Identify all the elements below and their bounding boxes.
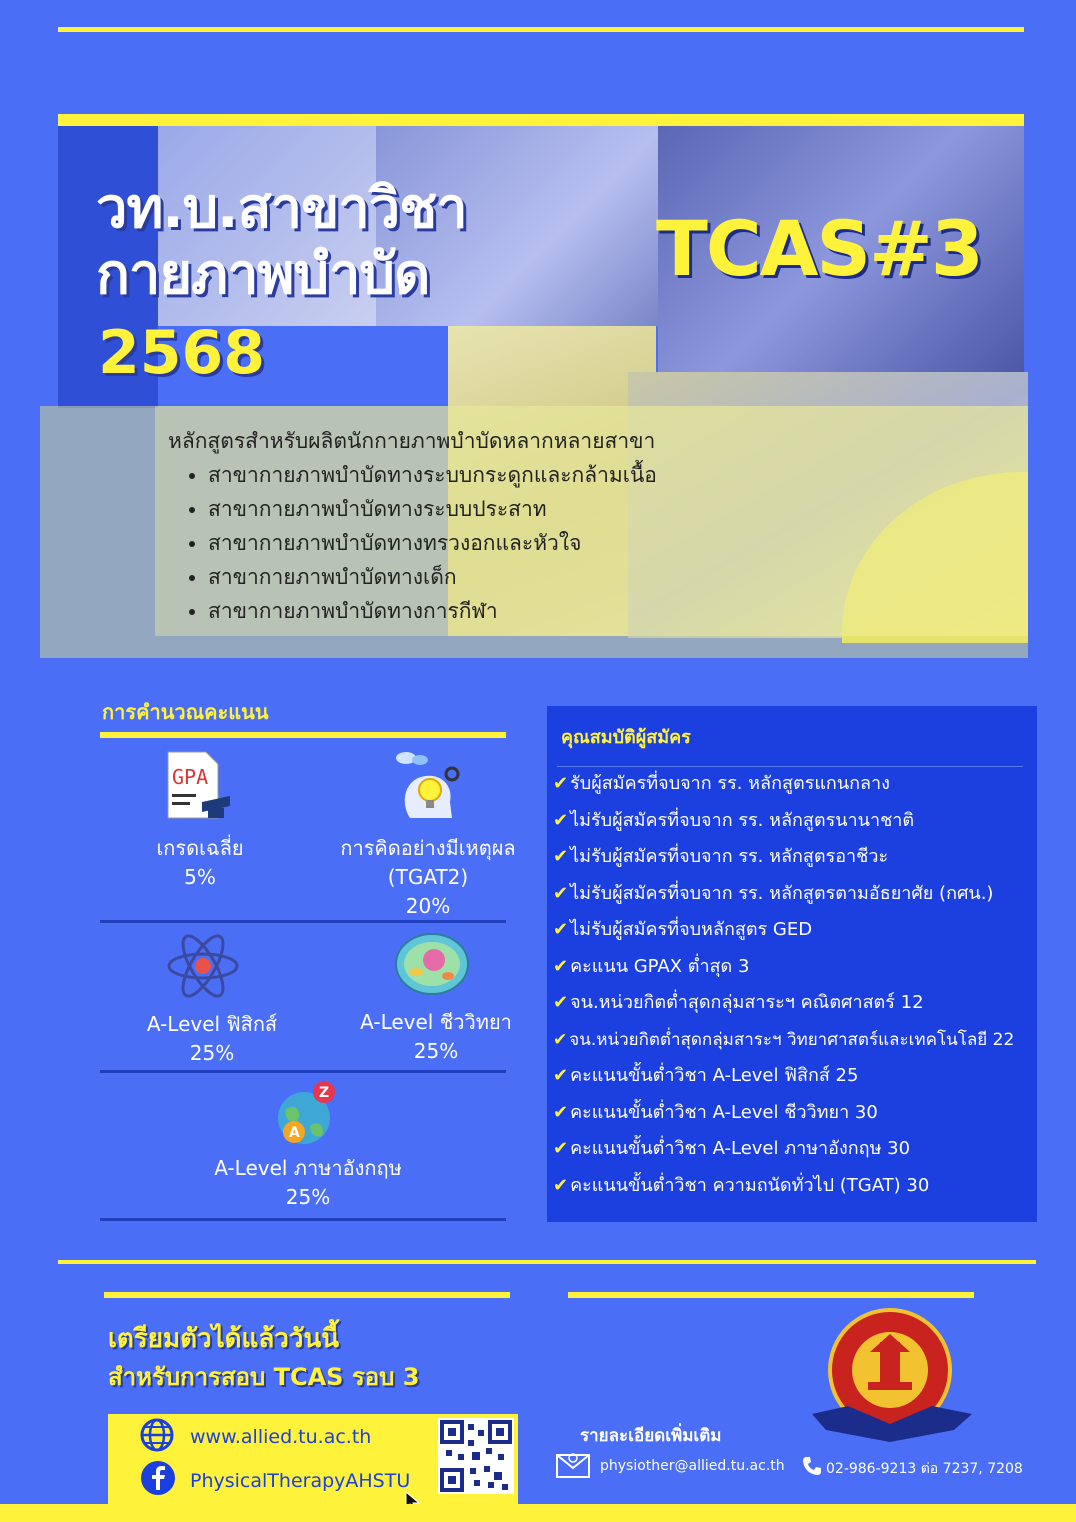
check-icon: ✔ [553, 1101, 569, 1123]
lightbulb-thinking-icon [392, 750, 464, 822]
check-icon: ✔ [553, 1174, 569, 1196]
bottom-band [0, 1504, 1076, 1522]
score-item-physics [112, 1010, 312, 1068]
qualification-item: ✔ คะแนนขั้นต่ำวิชา A-Level ภาษาอังกฤษ 30 [553, 1138, 911, 1159]
phone-number: 02-986-9213 ต่อ 7237, 7208 [826, 1461, 1023, 1477]
footer-top-rule [58, 1260, 1036, 1264]
qualification-item: ✔ คะแนนขั้นต่ำวิชา A-Level ชีววิทยา 30 [553, 1101, 878, 1123]
score-item-english [208, 1154, 408, 1212]
svg-text:A: A [289, 1125, 300, 1141]
score-label: เกรดเฉลี่ย [156, 836, 244, 860]
check-icon: ✔ [553, 846, 569, 867]
email-link[interactable]: physiother@allied.tu.ac.th [600, 1458, 785, 1474]
qualifications-list [553, 766, 1037, 1204]
scoring-divider [100, 920, 506, 923]
score-label: A-Level ภาษาอังกฤษ [214, 1156, 402, 1180]
svg-text:Z: Z [319, 1085, 330, 1101]
major-item: • สาขากายภาพบำบัดทางการกีฬา [208, 594, 928, 628]
score-weight: 5% [184, 865, 216, 889]
check-icon: ✔ [553, 955, 569, 977]
scoring-section [100, 690, 516, 1230]
major-item: • สาขากายภาพบำบัดทางระบบกระดูกและกล้ามเนื้อ [208, 458, 928, 492]
qualification-item: ✔ ไม่รับผู้สมัครที่จบจาก รร. หลักสูตรตามอัธยาศัย (กศน.) [553, 882, 994, 904]
scoring-divider [100, 1070, 506, 1073]
score-weight: 20% [405, 894, 451, 918]
qr-code[interactable] [438, 1418, 514, 1494]
qualifications-title: คุณสมบัติผู้สมัคร [561, 727, 691, 748]
qualification-item: ✔ รับผู้สมัครที่จบจาก รร. หลักสูตรแกนกลาง [553, 773, 890, 794]
score-label: การคิดอย่างมีเหตุผล [340, 836, 516, 860]
score-label: A-Level ชีววิทยา [360, 1010, 512, 1034]
score-item-biology [336, 1008, 536, 1066]
qualifications-box [547, 706, 1037, 1222]
scoring-title: การคำนวณคะแนน [102, 700, 269, 724]
qualification-item: ✔ ไม่รับผู้สมัครที่จบจาก รร. หลักสูตรอาชีวะ [553, 846, 889, 867]
qualification-item: ✔ คะแนนขั้นต่ำวิชา A-Level ฟิสิกส์ 25 [553, 1065, 859, 1086]
program-title-line2: กายภาพบำบัด [96, 242, 430, 307]
footer-left-rule [104, 1292, 510, 1298]
more-info-heading: รายละเอียดเพิ่มเติม [580, 1426, 722, 1446]
website-link[interactable]: www.allied.tu.ac.th [190, 1426, 372, 1448]
university-seal-logo [808, 1306, 978, 1456]
scoring-divider [100, 1218, 506, 1221]
gpa-icon [166, 750, 230, 822]
prep-line1: เตรียมตัวได้แล้ววันนี้ [108, 1324, 339, 1354]
program-title [96, 176, 467, 308]
check-icon: ✔ [553, 773, 569, 794]
qualification-item: ✔ ไม่รับผู้สมัครที่จบหลักสูตร GED [553, 919, 813, 940]
check-icon: ✔ [553, 919, 569, 940]
score-weight: 25% [413, 1039, 459, 1063]
qualification-item: ✔ คะแนน GPAX ต่ำสุด 3 [553, 955, 750, 977]
tcas-round-title: TCAS#3 [656, 204, 982, 293]
facebook-icon [140, 1460, 176, 1496]
email-icon [556, 1452, 590, 1478]
check-icon: ✔ [553, 809, 569, 831]
check-icon: ✔ [553, 1138, 569, 1159]
qualification-item: ✔ จน.หน่วยกิตต่ำสุดกลุ่มสาระฯ คณิตศาสตร์ 12 [553, 992, 924, 1013]
hero-top-rule [58, 114, 1024, 126]
atom-icon [166, 930, 240, 1002]
check-icon: ✔ [553, 1065, 569, 1086]
scoring-title-rule [100, 732, 506, 738]
footer-right-rule [568, 1292, 974, 1298]
major-item: • สาขากายภาพบำบัดทางเด็ก [208, 560, 928, 594]
cell-icon [394, 930, 470, 998]
major-item: • สาขากายภาพบำบัดทางระบบประสาท [208, 492, 928, 526]
intro-text [168, 424, 928, 628]
check-icon: ✔ [553, 882, 569, 904]
gpa-icon-text: GPA [172, 765, 209, 789]
globe-icon [140, 1418, 174, 1452]
qualification-item: ✔ ไม่รับผู้สมัครที่จบจาก รร. หลักสูตรนานาชาติ [553, 809, 915, 831]
language-globe-icon [270, 1080, 346, 1150]
score-label: A-Level ฟิสิกส์ [146, 1012, 278, 1036]
score-item-tgat2 [328, 834, 528, 921]
check-icon: ✔ [553, 992, 569, 1013]
prep-message [108, 1320, 419, 1396]
facebook-link[interactable]: PhysicalTherapyAHSTU [190, 1470, 411, 1492]
score-sublabel: (TGAT2) [387, 865, 469, 889]
prep-line2: สำหรับการสอบ TCAS รอบ 3 [108, 1363, 420, 1391]
score-weight: 25% [285, 1185, 331, 1209]
qualification-item: ✔ จน.หน่วยกิตต่ำสุดกลุ่มสาระฯ วิทยาศาสตร์และเทคโนโลยี 22 [553, 1029, 1015, 1050]
major-item: • สาขากายภาพบำบัดทางทรวงอกและหัวใจ [208, 526, 928, 560]
score-weight: 25% [189, 1041, 235, 1065]
phone-icon [802, 1456, 822, 1476]
score-item-gpa [100, 834, 300, 892]
qualification-item: ✔ คะแนนขั้นต่ำวิชา ความถนัดทั่วไป (TGAT) 30 [553, 1174, 930, 1196]
hero-section [0, 0, 1076, 670]
admission-year: 2568 [98, 318, 265, 388]
check-icon: ✔ [553, 1029, 568, 1050]
intro-heading: หลักสูตรสำหรับผลิตนักกายภาพบำบัดหลากหลายสาขา [168, 429, 656, 453]
program-title-line1: วท.บ.สาขาวิชา [96, 176, 467, 241]
majors-list [168, 458, 928, 628]
